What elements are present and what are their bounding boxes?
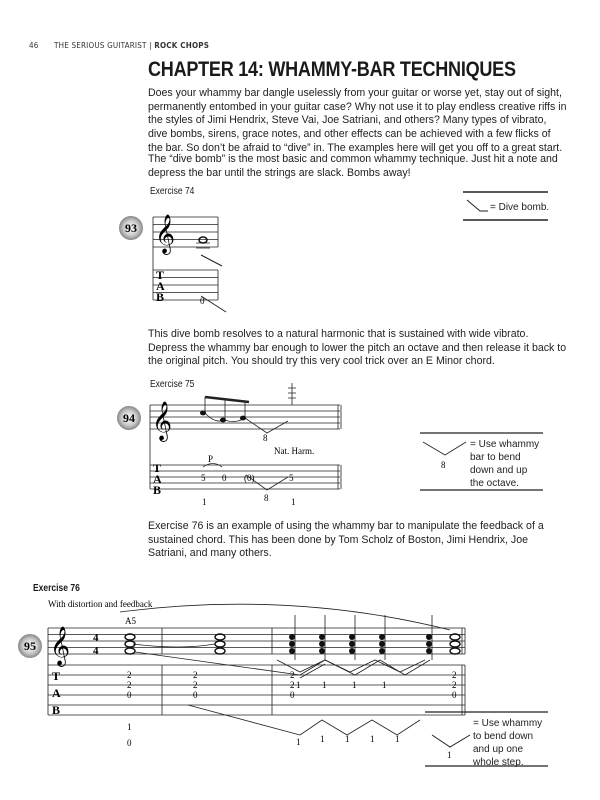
chord-name: A5 (125, 616, 136, 626)
svg-text:A: A (153, 472, 162, 486)
svg-text:1: 1 (395, 734, 400, 744)
svg-text:0: 0 (193, 690, 198, 700)
svg-text:2: 2 (290, 680, 295, 690)
legend-octave-bend: = Use whammy bar to bend down and up the octave. (470, 439, 540, 489)
section-name: ROCK CHOPS (154, 41, 210, 50)
cd-track-93: 93 (125, 221, 137, 235)
svg-text:2: 2 (127, 670, 132, 680)
svg-text:1: 1 (352, 680, 357, 690)
svg-text:T: T (153, 461, 162, 475)
svg-text:1: 1 (370, 734, 375, 744)
page-number: 46 (29, 41, 39, 50)
svg-text:1: 1 (322, 680, 327, 690)
legend-whole-step: = Use whammy to bend down and up one whole step. (473, 718, 543, 768)
exercise-75-label: Exercise 75 (150, 379, 195, 390)
svg-text:1: 1 (296, 680, 301, 690)
exercise-76-staff (48, 604, 470, 747)
feedback-paragraph: Exercise 76 is an example of using the whammy bar to manipulate the feedback of a sustained chord. This has been done by Tom Scholz of Boston, Jimi Hendrix, Joe Satriani, and many others. (148, 520, 544, 560)
direction-text: With distortion and feedback (48, 599, 153, 609)
book-title: THE SERIOUS GUITARIST (54, 41, 147, 50)
svg-text:T: T (52, 669, 61, 683)
svg-text:0: 0 (127, 738, 132, 748)
exercise-76-label: Exercise 76 (33, 583, 80, 594)
treble-clef-icon: 𝄞 (155, 216, 176, 253)
svg-text:T: T (156, 268, 165, 282)
cd-track-94: 94 (123, 411, 135, 425)
dip-amount: 8 (263, 433, 268, 443)
svg-text:4: 4 (93, 645, 99, 657)
intro-paragraph: Does your whammy bar dangle uselessly from your guitar or worse yet, stay out of sight, permanently entombed in your guitar case? Why not use it to play endless creative riffs in the styles of Jimi Hendrix, Steve Vai, Joe Satriani, and others? Many types of vibrato, dive bombs, sirens, grace notes, and other effects can be achieved with a few flicks of the bar. So don’t be afraid to “dive” in. The examples here will get you off to a great start. (148, 87, 567, 154)
svg-text:2: 2 (452, 670, 457, 680)
svg-text:5: 5 (289, 473, 294, 483)
svg-text:(0): (0) (244, 473, 255, 483)
svg-text:1: 1 (296, 737, 301, 747)
svg-text:1: 1 (382, 680, 387, 690)
svg-text:2: 2 (290, 670, 295, 680)
svg-text:2: 2 (452, 680, 457, 690)
svg-text:1: 1 (345, 734, 350, 744)
svg-text:A: A (52, 686, 61, 700)
svg-text:B: B (156, 290, 165, 304)
tab-note: 0 (200, 296, 205, 306)
chapter-title: CHAPTER 14: WHAMMY-BAR TECHNIQUES (148, 58, 516, 81)
svg-text:2: 2 (193, 680, 198, 690)
svg-text:1: 1 (291, 497, 296, 507)
svg-text:1: 1 (447, 750, 452, 760)
svg-text:0: 0 (127, 690, 132, 700)
svg-text:0: 0 (222, 473, 227, 483)
legend-dive-bomb: = Dive bomb. (490, 202, 550, 213)
svg-text:2: 2 (193, 670, 198, 680)
exercise-74-label: Exercise 74 (150, 186, 195, 197)
svg-text:B: B (153, 483, 162, 497)
pick-label: P (208, 454, 214, 464)
svg-text:8: 8 (264, 493, 269, 503)
harmonic-paragraph: This dive bomb resolves to a natural harmonic that is sustained with wide vibrato. Depress the whammy bar enough to lower the pitch an octave and then release it back to the original pitch. You should try this very cool trick over an E Minor chord. (148, 328, 567, 368)
svg-text:5: 5 (201, 473, 206, 483)
running-header: THE SERIOUS GUITARIST | ROCK CHOPS (54, 41, 210, 50)
cd-track-95: 95 (24, 639, 36, 653)
svg-text:8: 8 (441, 460, 446, 470)
treble-clef-icon: 𝄞 (152, 403, 173, 440)
harmonic-label: Nat. Harm. (274, 446, 315, 456)
svg-text:B: B (52, 703, 61, 717)
svg-text:1: 1 (320, 734, 325, 744)
svg-text:0: 0 (452, 690, 457, 700)
svg-text:4: 4 (93, 632, 99, 644)
svg-text:0: 0 (290, 690, 295, 700)
svg-text:1: 1 (202, 497, 207, 507)
treble-clef-icon: 𝄞 (50, 628, 71, 665)
svg-text:1: 1 (127, 722, 132, 732)
dive-bomb-paragraph: The “dive bomb” is the most basic and common whammy technique. Just hit a note and depress the bar until the strings are slack. Bombs away! (148, 153, 558, 179)
svg-text:2: 2 (127, 680, 132, 690)
svg-text:A: A (156, 279, 165, 293)
